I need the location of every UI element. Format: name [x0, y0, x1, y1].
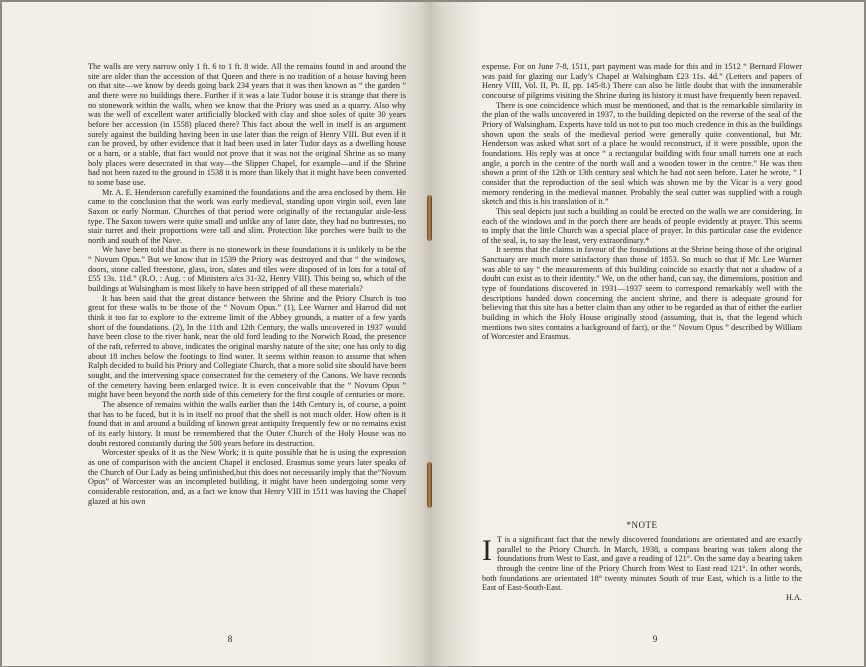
page-number: 8: [227, 634, 233, 644]
staple-top: [427, 195, 432, 241]
paragraph: Worcester speaks of it as the New Work; it is quite possible that he is using the expression as one of comparison with the ancient Chapel it enclosed. Erasmus some years later speaks of the Church of Our Lady as being unfinished,but this does not necessarily imply that the“Novum Opus” of Worcester was an incompleted building, it might have been undergoing some very considerable restoration, and, as a fact we know that Henry VIII in 1511 was having the Chapel glazed at his own: [88, 448, 406, 506]
right-page-text: [482, 62, 802, 342]
staple-bottom: [427, 462, 432, 508]
note-body: [482, 535, 802, 603]
paragraph: We have been told that as there is no stonework in these foundations it is unlikely to be the “ Novum Opus.” But we know that in 1539 the Priory was destroyed and that “ the windows, doors, stone called freestone, glass, iron, slates and tiles were disposed of in lots for a total of £55 13s. 11d.” (R.O. : Aug. : of Ministers a/cs 31-32, Henry VIII). This being so, which of the buildings at Walsingham is most likely to have been stripped of all these materials?: [88, 245, 406, 294]
paragraph: There is one coincidence which must be mentioned, and that is the remarkable similarity in the plan of the walls uncovered in 1937, to the building depicted on the reverse of the seal of the Priory of Walsingham. Experts have told us not to put too much credence in this as the buildings shown upon the seals of the medieval period were generally quite conventional, but Mr. Henderson was asked what sort of a place he would reconstruct, if it were possible, upon the foundations. His reply was at once “ a rectangular building with four small turrets one at each angle, a porch in the centre of the north wall and a wooden tower in the centre.” He was then shown a print of the 12th or 13th century seal which he had not seen before. Later he wrote, “ I consider that the reproduction of the seal which was shown me by the Vicar is a very good memory rendering in the medieval manner. Probably the seal cutter was supplied with a rough sketch and this is his translation of it.”: [482, 100, 802, 207]
left-page-text: [88, 62, 406, 506]
paragraph: It has been said that the great distance between the Shrine and the Priory Church is too great for these walls to be those of the “ Novum Opus.” (1), Lee Warner and Harrod did not think it too far to explore to the extreme limit of the Abbey grounds, a matter of a few yards short of the foundations. (2), In the 11th and 12th Century, the walls uncovered in 1937 would have been close to the river bank, near the old ford leading to the Norwich Road, the presence of the raft, referred to above, indicates the original marshy nature of the site; one has only to dig about 18 inches below the footings to find water. It seems within reason to assume that when Ralph decided to build his Priory and Collegiate Church, that a more solid site should have been sought, and the intervening space consecrated for the cemetery of the Canons. We have records of the cemetery having been enlarged twice. It is even conceivable that the “ Novum Opus ” might have been beyond the north side of this cemetery for the first couple of centuries or more.: [88, 293, 406, 400]
paragraph: expense. For on June 7-8, 1511, part payment was made for this and in 1512 “ Bernard Flower was paid for glazing our Lady’s Chapel at Walsingham £23 11s. 4d.” (Letters and papers of Henry VIII, Vol. II, Pt. II, pp. 145-8.) There can also be little doubt that with the innumerable concourse of pilgrims visiting the Shrine during its history it must have frequently been repaved.: [482, 62, 802, 100]
note-text: T is a significant fact that the newly discovered foundations are orientated and are exactly parallel to the Priory Church. In March, 1938, a compass bearing was taken along the foundations from West to East, and gave a reading of 121°. On the same day a bearing taken through the centre line of the Priory Church from West to East read 121°. In other words, both foundations are orientated 18° twenty minutes South of true East, which is a little to the East of East-South-East.: [482, 535, 802, 593]
paragraph: The absence of remains within the walls earlier than the 14th Century is, of course, a point that has to be faced, but it is in itself no proof that the shell is not much older. How often is it found that in and around a building of known great antiquity frequently few or no remains exist of its early history. It must be remembered that the Outer Church of the Holy House was no doubt restored constantly during the 500 years before its destruction.: [88, 399, 406, 448]
paragraph: The walls are very narrow only 1 ft. 6 to 1 ft. 8 wide. All the remains found in and around the site are older than the accession of that Queen and there is no tradition of a house having been on that site—we know by deeds going back 234 years that it was then known as “ the garden ” and there were no buildings there. Further if it was a late Tudor house it is strange that there is no stonework within the walls, when we know that the Priory was used as a quarry. Also why was the well of excellent water artificially blocked with clay and shoe soles of quite 30 years before her accession (in 1558) placed there? This fact about the well in itself is an argument surely against the building having been in use later than the reign of Henry VIII. But even if it can be proved, by other evidence that it had been used in later Tudor days as a dwelling house or a barn, or a stable, that fact would not prove that it was not the original Shrine as so many holy places were desecrated in that way—the Slipper Chapel, for example—and if the Shrine had not been razed to the ground in 1538 it is more than likely that it might have been converted to some base use.: [88, 62, 406, 187]
paragraph: It seems that the claims in favour of the foundations at the Shrine being those of the original Sanctuary are much more satisfactory than those of 1853. So much so that if Mr. Lee Warner was able to say “ the measurements of this building coincide so exactly that not a shadow of a doubt can exist as to their identity.” We, on the other hand, can say, the dimensions, position and type of foundations discovered in 1931—1937 seem to correspond remarkably well with the descriptions handed down concerning the ancient shrine, and there is adequate ground for believing that this site has a better claim than any other to be regarded as that of either the earlier building in which the Holy House originally stood (assuming, that is, that the legend which mentions two sites contains a background of fact), or the “ Novum Opus ” described by William of Worcester and Erasmus.: [482, 245, 802, 342]
page-number: 9: [652, 634, 658, 644]
paragraph: Mr. A. E. Henderson carefully examined the foundations and the area enclosed by them. He came to the conclusion that the work was early medieval, standing upon virgin soil, even late Saxon or early Norman. Churches of that period were originally of the rectangular aisle-less type. The Saxon towers were quite small and unlike any of later date, they had no buttresses, no stair turret and their proportions were tall and slim. Protection like porches were built to the north and south of the Nave.: [88, 187, 406, 245]
paragraph: This seal depicts just such a building as could be erected on the walls we are considering. In each of the windows and in the porch there are heads of people evidently at prayer. This seems to imply that the little Church was a special place of prayer. In this particular case the evidence of the seal, is, to say the least, very extraordinary.*: [482, 206, 802, 245]
right-page: [430, 2, 864, 666]
left-page: [2, 2, 430, 666]
drop-cap: I: [482, 534, 492, 567]
note-initials: H.A.: [785, 592, 802, 602]
note-title: *NOTE: [626, 520, 658, 530]
footnote-box: [482, 520, 802, 603]
